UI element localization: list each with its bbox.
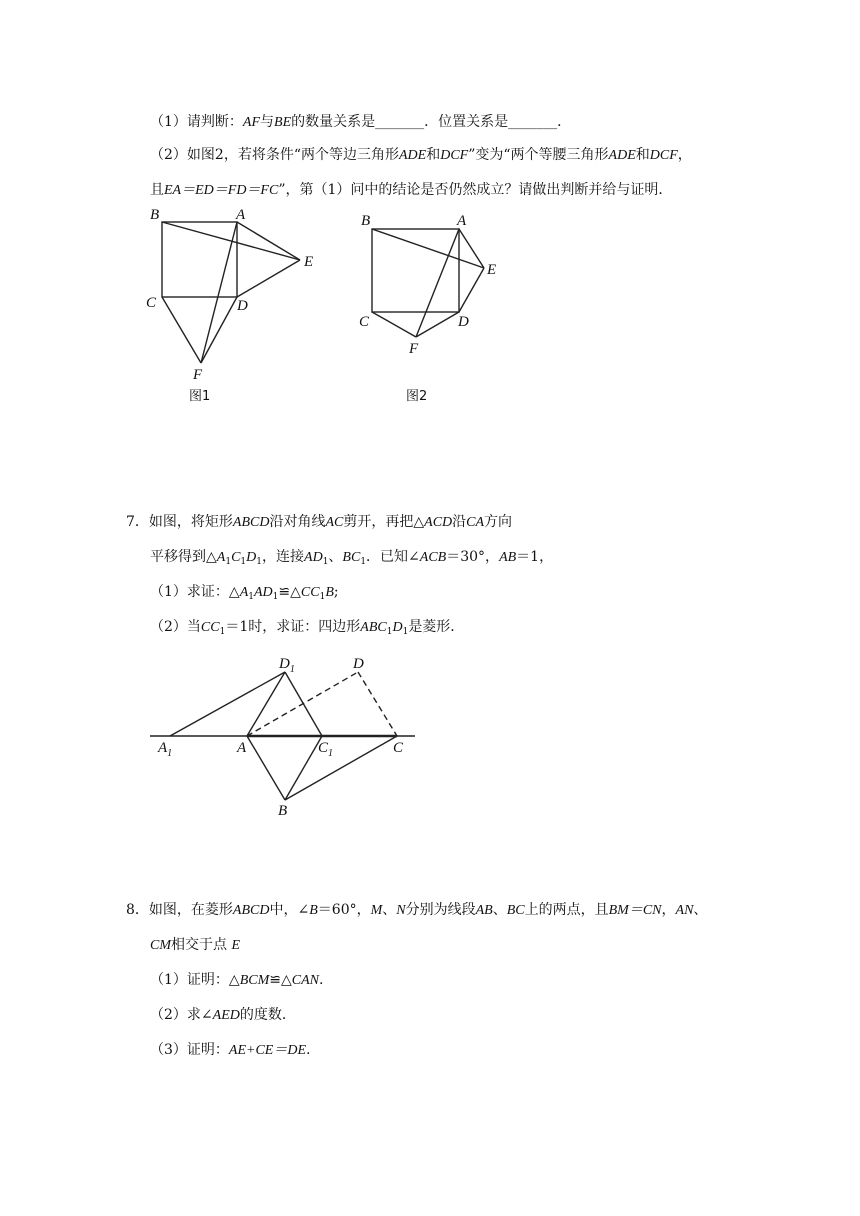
problem7-question2: （2）当$CC_1=1$时，求证：四边形$ABC_1D_1$是菱形． (150, 619, 465, 637)
problem8-line1: 8．如图，在菱形ABCD中，∠B＝60°，M、N分别为线段AB、BC上的两点，且BM＝CN，AN、 (126, 902, 708, 918)
fig7-label-B: B (278, 803, 288, 819)
problem8-question2: （2）求∠AED的度数． (150, 1007, 296, 1023)
problem8-question3: （3）证明：AE+CE＝DE. (150, 1042, 311, 1058)
problem7-line2: 平移得到$\triangle A_1C_1D_1$，连接$AD_1$、$BC_1$．已知∠ACB＝30°，AB＝1， (150, 549, 554, 567)
fig2-segment-AF (416, 229, 459, 337)
problem6-question1: （1）请判断：AF与BE的数量关系是_______．位置关系是_______． (150, 114, 572, 130)
fig1-label-B: B (150, 207, 160, 223)
fig1-segment-BE (162, 222, 300, 260)
fig7-label-A1: $A_1$ (158, 740, 173, 759)
fig2-caption: 图2 (406, 389, 428, 404)
fig2-label-D: D (458, 314, 469, 330)
fig1-square (162, 222, 237, 297)
fig2-label-A: A (457, 213, 467, 229)
fig2-label-F: F (409, 341, 419, 357)
fig2-segment-BE (372, 229, 484, 268)
fig7-label-A: A (237, 740, 247, 756)
fig1-label-F: F (193, 367, 203, 383)
problem8-line2: CM相交于点 E (150, 937, 241, 953)
figure-problem7 (150, 672, 415, 800)
fig2-square (372, 229, 459, 312)
fig7-label-C1: $C_1$ (318, 740, 334, 759)
fig2-label-B: B (361, 213, 371, 229)
answer-blank: _______ (375, 114, 425, 130)
fig2-label-E: E (487, 262, 497, 278)
problem6-question2-line1: （2）如图2，若将条件“两个等边三角形ADE和DCF”变为“两个等腰三角形ADE和DCF， (150, 147, 692, 163)
fig1-label-D: D (237, 298, 248, 314)
fig7-label-D: D (353, 656, 364, 672)
fig7-dashed-AD (247, 672, 358, 736)
problem6-question2-line2: 且EA＝ED＝FD＝FC”，第（1）问中的结论是否仍然成立？请做出判断并给与证明． (150, 182, 673, 198)
problem7-question1: （1）求证：$\triangle A_1AD_1≌\triangle CC_1B$; (150, 584, 339, 602)
problem8-question1: （1）证明：△BCM≌△CAN. (150, 972, 324, 988)
fig7-dashed-DC (358, 672, 397, 736)
fig7-label-D1: $D_1$ (279, 656, 295, 675)
fig2-label-C: C (359, 314, 370, 330)
answer-blank: _______ (508, 114, 558, 130)
fig1-caption: 图1 (189, 389, 211, 404)
fig1-label-C: C (146, 295, 157, 311)
fig1-label-E: E (304, 254, 314, 270)
figure-1 (162, 222, 300, 363)
fig1-segment-AF (201, 222, 237, 363)
fig7-label-C: C (393, 740, 404, 756)
fig1-label-A: A (236, 207, 246, 223)
problem7-line1: 7．如图，将矩形ABCD沿对角线AC剪开，再把△ACD沿CA方向 (126, 514, 513, 530)
